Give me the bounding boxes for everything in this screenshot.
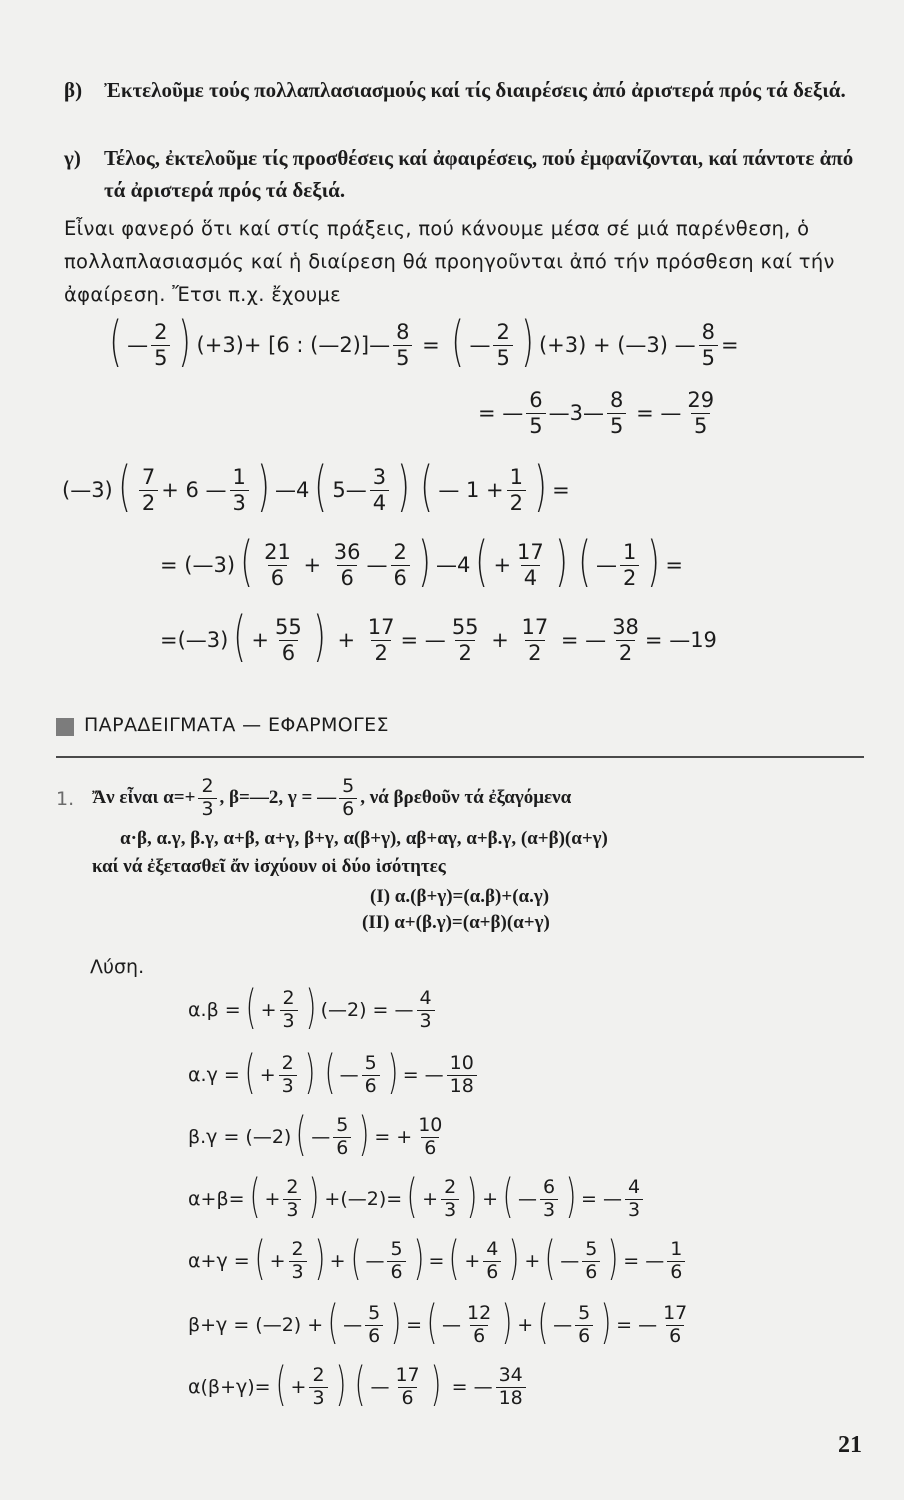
- rule-label: β): [64, 78, 83, 102]
- equation-line: = — $\frac{6}{5}$ —3— $\frac{8}{5}$ = — $\frac{29}{5}$: [478, 388, 715, 438]
- solution-line: α+β= ( + $\frac{2}{3}$ ) +(—2)= ( + $\frac{2}{3}$ ) + ( — $\frac{6}{3}$ ) = — $\frac{4}{3}$: [188, 1164, 646, 1234]
- exercise-intro-c: , νά βρεθοῦν τά ἐξαγόμενα: [360, 787, 572, 808]
- identity-one: (I) α.(β+γ)=(α.β)+(α.γ): [370, 886, 550, 907]
- page-number: 21: [838, 1432, 862, 1458]
- solution-label: Λύση.: [90, 956, 145, 978]
- solution-line: α+γ = ( + $\frac{2}{3}$ ) + ( — $\frac{5}{6}$ ) = ( + $\frac{4}{6}$ ) + ( — $\frac{5}{6}$ ) = — $\frac{1}{6}$: [188, 1226, 688, 1296]
- solution-line: β+γ = (—2) + ( — $\frac{5}{6}$ ) = ( — $\frac{12}{6}$ ) + ( — $\frac{5}{6}$ ) = — $\frac{17}{6}$: [188, 1295, 688, 1349]
- exercise-check-line: καί νά ἐξετασθεῖ ἄν ἰσχύουν οἱ δύο ἰσότητες: [92, 856, 446, 877]
- rule-label: γ): [64, 146, 81, 170]
- equation-line: (—3) ( $\frac{7}{2}$ + 6 — $\frac{1}{3}$ ) —4 ( 5— $\frac{3}{4}$ ) ( — 1 + $\frac{1}{2}$ ) =: [62, 455, 570, 518]
- solution-line: α.γ = ( + $\frac{2}{3}$ ) ( — $\frac{5}{6}$ ) = — $\frac{10}{18}$: [188, 1040, 480, 1110]
- section-title: ΠΑΡΑΔΕΙΓΜΑΤΑ — ΕΦΑΡΜΟΓΕΣ: [84, 714, 389, 736]
- exercise-intro-b: , β=—2, γ = —: [219, 787, 337, 808]
- equation-line: =(—3) ( + $\frac{55}{6}$ ) + $\frac{17}{2}$ = — $\frac{55}{2}$ + $\frac{17}{2}$ = — $\frac{38}{2}$ = —19: [160, 605, 717, 668]
- rule-gamma: [64, 142, 864, 206]
- rule-text: Τέλος, ἐκτελοῦμε τίς προσθέσεις καί ἀφαιρέσεις, πού ἐμφανίζονται, καί πάντοτε ἀπό τά ἀριστερά πρός τά δεξιά.: [104, 146, 854, 202]
- solution-line: α(β+γ)= ( + $\frac{2}{3}$ ) ( — $\frac{17}{6}$ ) = — $\frac{34}{18}$: [188, 1352, 529, 1422]
- intro-paragraph: Εἶναι φανερό ὅτι καί στίς πράξεις, πού κάνουμε μέσα σέ μιά παρένθεση, ὁ πολλαπλασιασμός καί ἡ διαίρεση θά προηγοῦνται ἀπό τήν πρόσθεση καί τήν ἀφαίρεση. Ἔτσι π.χ. ἔχουμε: [64, 217, 835, 306]
- rule-beta: [64, 74, 864, 106]
- section-square-icon: [56, 718, 74, 736]
- equation-line: = (—3) ( $\frac{21}{6}$ + $\frac{36}{6}$ — $\frac{2}{6}$ ) —4 ( + $\frac{17}{4}$ ) ( — $\frac{1}{2}$ ) =: [160, 530, 683, 593]
- solution-line: β.γ = (—2) ( — $\frac{5}{6}$ ) = + $\frac{10}{6}$: [188, 1107, 443, 1161]
- exercise-number: 1.: [56, 788, 75, 810]
- equation-line: ( — $\frac{2}{5}$ ) (+3)+ [6 : (—2)]— $\frac{8}{5}$ = ( — $\frac{2}{5}$ ) (+3) + (—3) — $\frac{8}{5}$ =: [109, 310, 739, 373]
- identity-two: (II) α+(β.γ)=(α+β)(α+γ): [362, 912, 550, 933]
- solution-line: α.β = ( + $\frac{2}{3}$ ) (—2) = — $\frac{4}{3}$: [188, 975, 438, 1045]
- exercise-statement: Ἄν εἶναι α=+ $\frac{2}{3}$ , β=—2, γ = — $\frac{5}{6}$ , νά βρεθοῦν τά ἐξαγόμενα: [92, 774, 572, 820]
- exercise-products: α·β, α.γ, β.γ, α+β, α+γ, β+γ, α(β+γ), αβ+αγ, α+β.γ, (α+β)(α+γ): [120, 828, 608, 849]
- exercise-intro-a: Ἄν εἶναι α=+: [92, 787, 196, 808]
- section-divider: [56, 756, 864, 758]
- rule-text: Ἐκτελοῦμε τούς πολλαπλασιασμούς καί τίς διαιρέσεις ἀπό ἀριστερά πρός τά δεξιά.: [104, 78, 846, 102]
